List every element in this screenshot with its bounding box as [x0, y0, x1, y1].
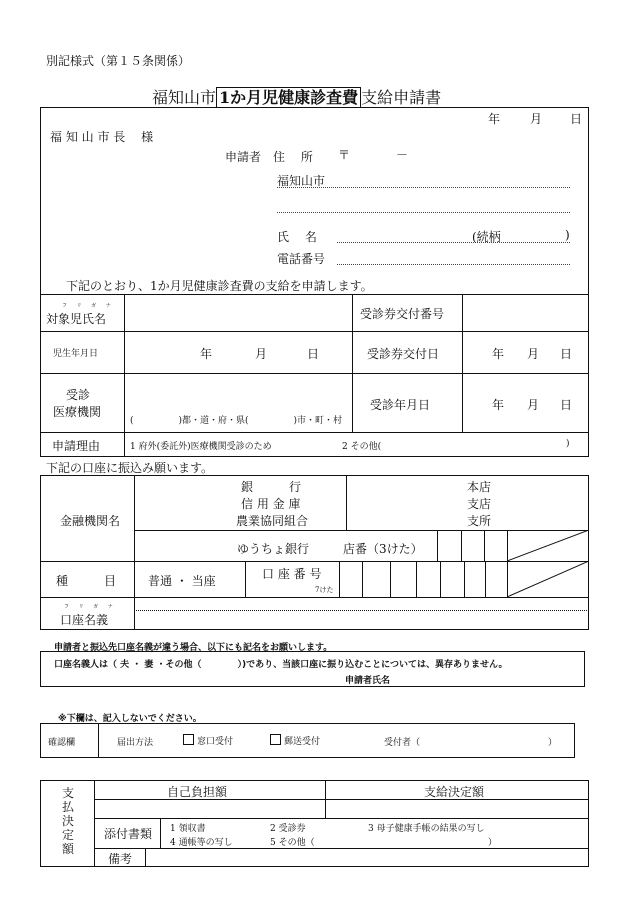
attach-ticket[interactable]: 2 受診券	[270, 824, 306, 834]
self-pay-label: 自己負担額	[167, 785, 228, 799]
reason-label: 申請理由	[52, 439, 101, 453]
title-framed: 1か月児健康診査費	[216, 87, 361, 108]
postal-dash: －	[396, 148, 409, 162]
ticket-date-label: 受診券交付日	[367, 347, 440, 361]
dob-month: 月	[255, 347, 268, 361]
mail-checkbox[interactable]	[270, 734, 320, 747]
ticket-date-month: 月	[527, 347, 540, 361]
bank-inst-label: 金融機関名	[60, 514, 121, 528]
dob-year: 年	[200, 347, 213, 361]
window-checkbox[interactable]	[183, 734, 233, 747]
account-number-label: 口 座 番 号	[262, 567, 322, 581]
date-year: 年	[488, 112, 501, 126]
phone-label: 電話番号	[277, 252, 326, 266]
ticket-date-day: 日	[560, 347, 573, 361]
office-note: ※下欄は、記入しないでください。	[58, 714, 202, 724]
subject-furigana: フ リ ガ ナ	[62, 303, 115, 309]
consent-note: 申請者と振込先口座名義が違う場合、以下にも記名をお願いします。	[54, 643, 333, 653]
type-bank[interactable]: 銀 行	[241, 480, 302, 494]
decided-field[interactable]	[327, 801, 587, 817]
institution-label-1: 受診	[66, 388, 91, 402]
account-type-label: 種 目	[56, 574, 117, 588]
type-nokyo[interactable]: 農業協同組合	[236, 514, 309, 528]
institution-label-2: 医療機関	[53, 405, 102, 419]
branch-branch[interactable]: 支店	[467, 497, 492, 511]
type-shinkin[interactable]: 信 用 金 庫	[241, 497, 301, 511]
title-prefix: 福知山市	[152, 88, 217, 107]
reason-option-2[interactable]: 2 その他(	[342, 442, 382, 452]
visit-year: 年	[492, 398, 505, 412]
name-line[interactable]	[337, 242, 570, 243]
remarks-field[interactable]	[147, 850, 587, 866]
self-pay-field[interactable]	[96, 801, 324, 817]
visit-day: 日	[560, 398, 573, 412]
window-label: 窓口受付	[197, 737, 234, 747]
title-suffix: 支給申請書	[361, 88, 442, 107]
reason-close: )	[566, 439, 570, 449]
ticket-no-field[interactable]	[463, 296, 587, 330]
addressee: 福 知 山 市 長 様	[50, 130, 154, 144]
receiver-label: 受付者（	[384, 738, 421, 748]
consent-sign-label: 申請者氏名	[345, 676, 391, 686]
subject-name-field[interactable]	[125, 296, 351, 330]
date-month: 月	[530, 112, 543, 126]
page-title	[152, 85, 441, 108]
account-number-note: 7けた	[315, 586, 334, 594]
holder-field[interactable]	[136, 599, 587, 629]
account-number-diagonal	[507, 561, 589, 597]
receiver-close: ）	[548, 738, 558, 748]
relation-close: )	[565, 228, 570, 242]
attachments-label: 添付書類	[104, 827, 153, 841]
prefecture-city-field[interactable]: ( )都・道・府・県( )市・町・村	[130, 416, 343, 426]
date-day: 日	[570, 112, 583, 126]
phone-line[interactable]	[337, 264, 570, 265]
applicant-label: 申請者	[225, 150, 262, 164]
relation-label: (続柄	[472, 230, 501, 244]
attach-passbook[interactable]: 4 通帳等の写し	[170, 838, 233, 848]
visit-month: 月	[527, 398, 540, 412]
consent-text: 口座名義人は（ 夫 ・ 妻 ・その他（ ）)であり、当該口座に振り込むことについては、異存ありません。	[54, 660, 508, 670]
account-type-options[interactable]: 普通 ・ 当座	[148, 574, 216, 588]
address-line-1[interactable]	[277, 187, 570, 188]
attach-other[interactable]: 5 その他（	[270, 838, 315, 848]
ticket-no-label: 受診券交付番号	[360, 307, 445, 321]
address-label: 住 所	[273, 150, 313, 164]
name-label: 氏 名	[277, 230, 317, 244]
yucho-label: ゆうちょ銀行	[237, 542, 310, 556]
method-label: 届出方法	[117, 738, 154, 748]
holder-label: 口座名義	[60, 613, 109, 627]
confirm-label: 確認欄	[48, 738, 76, 748]
remarks-label: 備考	[108, 852, 133, 866]
visit-date-label: 受診年月日	[370, 398, 431, 412]
branch-no-label: 店番（3けた）	[343, 542, 423, 556]
address-line-2[interactable]	[277, 212, 570, 213]
city-prefill: 福知山市	[277, 174, 326, 188]
branch-sub[interactable]: 支所	[467, 514, 492, 528]
attach-handbook[interactable]: 3 母子健康手帳の結果の写し	[368, 824, 485, 834]
ticket-date-year: 年	[492, 347, 505, 361]
subject-name-label: 対象児氏名	[46, 312, 107, 326]
branch-head[interactable]: 本店	[467, 480, 492, 494]
dob-label: 児生年月日	[53, 349, 99, 359]
postal-mark: 〒	[338, 148, 351, 162]
holder-furigana: フ リ ガ ナ	[64, 604, 117, 610]
bank-intro: 下記の口座に振込み願います。	[46, 461, 214, 475]
payment-side-label: 支 払 決 定 額	[61, 786, 74, 856]
form-reference: 別記様式（第１５条関係）	[46, 54, 191, 68]
decided-label: 支給決定額	[424, 785, 485, 799]
attach-receipt[interactable]: 1 領収書	[170, 824, 206, 834]
statement: 下記のとおり、1か月児健康診査費の支給を申請します。	[66, 279, 373, 293]
mail-label: 郵送受付	[284, 737, 321, 747]
branch-no-diagonal	[507, 530, 589, 561]
dob-day: 日	[307, 347, 320, 361]
reason-option-1[interactable]: 1 府外(委託外)医療機関受診のため	[130, 442, 272, 452]
attach-other-close: ）	[488, 838, 498, 848]
